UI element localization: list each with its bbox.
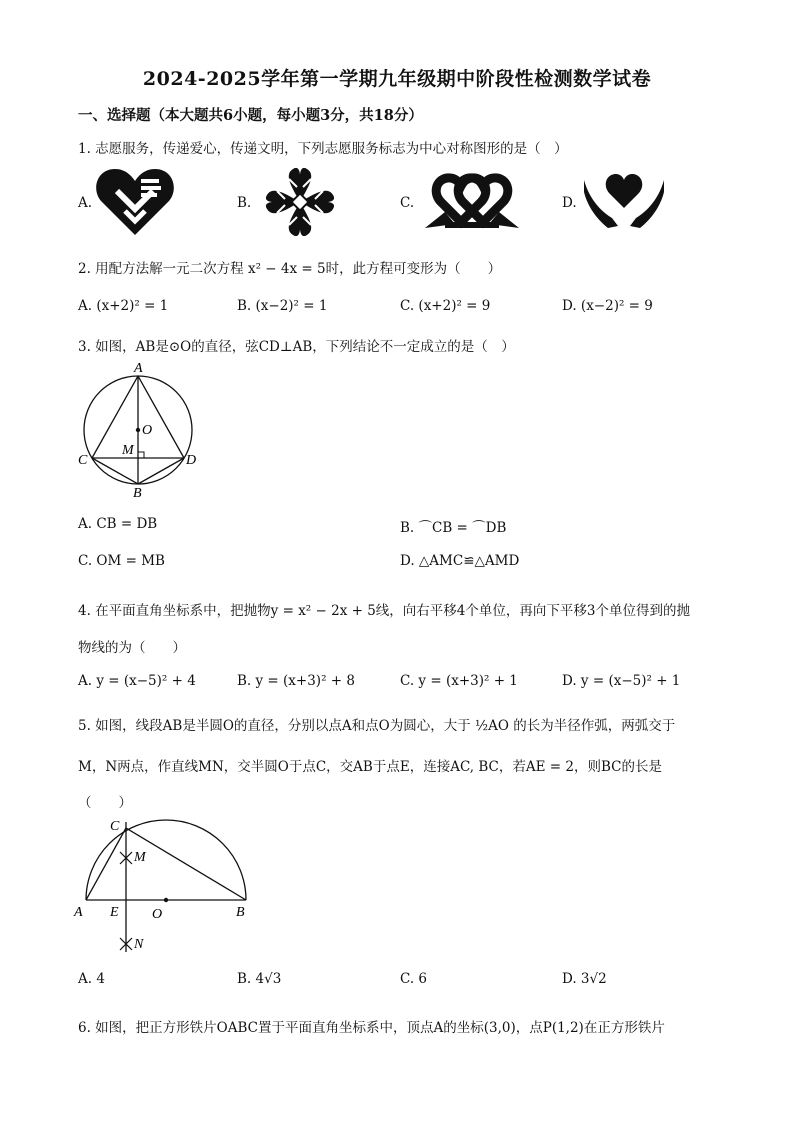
q3-option-d[interactable]: D. △AMC≌△AMD: [400, 553, 520, 569]
question-2-stem: 2. 用配方法解一元二次方程 x² − 4x = 5时，此方程可变形为（ ）: [78, 261, 502, 277]
question-3-stem: 3. 如图，AB是⊙O的直径，弦CD⊥AB，下列结论不一定成立的是（ ）: [78, 339, 515, 355]
segment-cb: [92, 458, 138, 484]
center-point: [164, 898, 168, 902]
center-point: [136, 428, 140, 432]
q1-option-c[interactable]: C.: [400, 195, 415, 211]
label-b: B: [133, 486, 142, 501]
right-angle-mark: [138, 452, 144, 458]
label-m: M: [134, 850, 146, 865]
q2-option-b[interactable]: B. (x−2)² = 1: [237, 298, 328, 314]
q2-option-c[interactable]: C. (x+2)² = 9: [400, 298, 491, 314]
heart-hand-icon: [95, 165, 175, 237]
q5-option-c[interactable]: C. 6: [400, 971, 428, 987]
circle-diagram: [76, 360, 206, 500]
label-d: D: [186, 453, 197, 468]
question-1-stem: 1. 志愿服务，传递爱心，传递文明，下列志愿服务标志为中心对称图形的是（ ）: [78, 141, 568, 157]
q5-option-b[interactable]: B. 4√3: [237, 971, 282, 987]
interlocked-hearts-icon: [425, 172, 519, 230]
label-a: A: [74, 905, 83, 920]
segment-db: [138, 458, 184, 484]
q4-option-a[interactable]: A. y = (x−5)² + 4: [78, 673, 196, 689]
segment-ad: [138, 376, 184, 458]
label-e: E: [110, 905, 119, 920]
question-5-stem-line3: （ ）: [78, 795, 132, 811]
q1-option-d: D.: [562, 195, 577, 211]
label-o: O: [142, 423, 153, 438]
clover-hands-icon: [263, 165, 337, 239]
section-heading: 一、选择题（本大题共6小题，每小题3分，共18分）: [78, 107, 423, 124]
q2-option-a[interactable]: A. (x+2)² = 1: [78, 298, 169, 314]
label-n: N: [134, 937, 144, 952]
label-b: B: [236, 905, 245, 920]
label-c: C: [78, 453, 88, 468]
q3-option-b[interactable]: B. ⌒CB = ⌒DB: [400, 520, 507, 536]
label-o: O: [152, 907, 163, 922]
question-5-stem-line2: M，N两点，作直线MN，交半圆O于点C，交AB于点E，连接AC, BC，若AE = 2，则BC的长是: [78, 759, 662, 775]
q3-option-a[interactable]: A. CB = DB: [78, 516, 158, 532]
q1-option-b[interactable]: B.: [237, 195, 252, 211]
question-4-stem-line1: 4. 在平面直角坐标系中，把抛物y = x² − 2x + 5线，向右平移4个单位，再向下平移3个单位得到的抛: [78, 603, 690, 619]
page-title: 2024-2025学年第一学期九年级期中阶段性检测数学试卷: [142, 68, 652, 90]
q4-option-d[interactable]: D. y = (x−5)² + 1: [562, 673, 681, 689]
q5-option-d[interactable]: D. 3√2: [562, 971, 607, 987]
label-c: C: [110, 819, 120, 834]
question-5-stem-line1: 5. 如图，线段AB是半圆O的直径，分别以点A和点O为圆心，大于 ½AO 的长为半径作弧，两弧交于: [78, 718, 676, 734]
q1-option-a[interactable]: A.: [78, 195, 93, 211]
q5-option-a[interactable]: A. 4: [78, 971, 105, 987]
hands-heart-icon: [582, 168, 666, 230]
q4-option-b[interactable]: B. y = (x+3)² + 8: [237, 673, 355, 689]
q3-option-c[interactable]: C. OM = MB: [78, 553, 165, 569]
q4-option-c[interactable]: C. y = (x+3)² + 1: [400, 673, 518, 689]
label-a: A: [134, 361, 143, 376]
q2-option-d[interactable]: D. (x−2)² = 9: [562, 298, 653, 314]
question-6-stem: 6. 如图，把正方形铁片OABC置于平面直角坐标系中，顶点A的坐标(3,0)，点P(1,2)在正方形铁片: [78, 1020, 665, 1036]
question-4-stem-line2: 物线的为（ ）: [78, 640, 186, 656]
semicircle-diagram: [70, 812, 260, 958]
label-m: M: [122, 443, 134, 458]
